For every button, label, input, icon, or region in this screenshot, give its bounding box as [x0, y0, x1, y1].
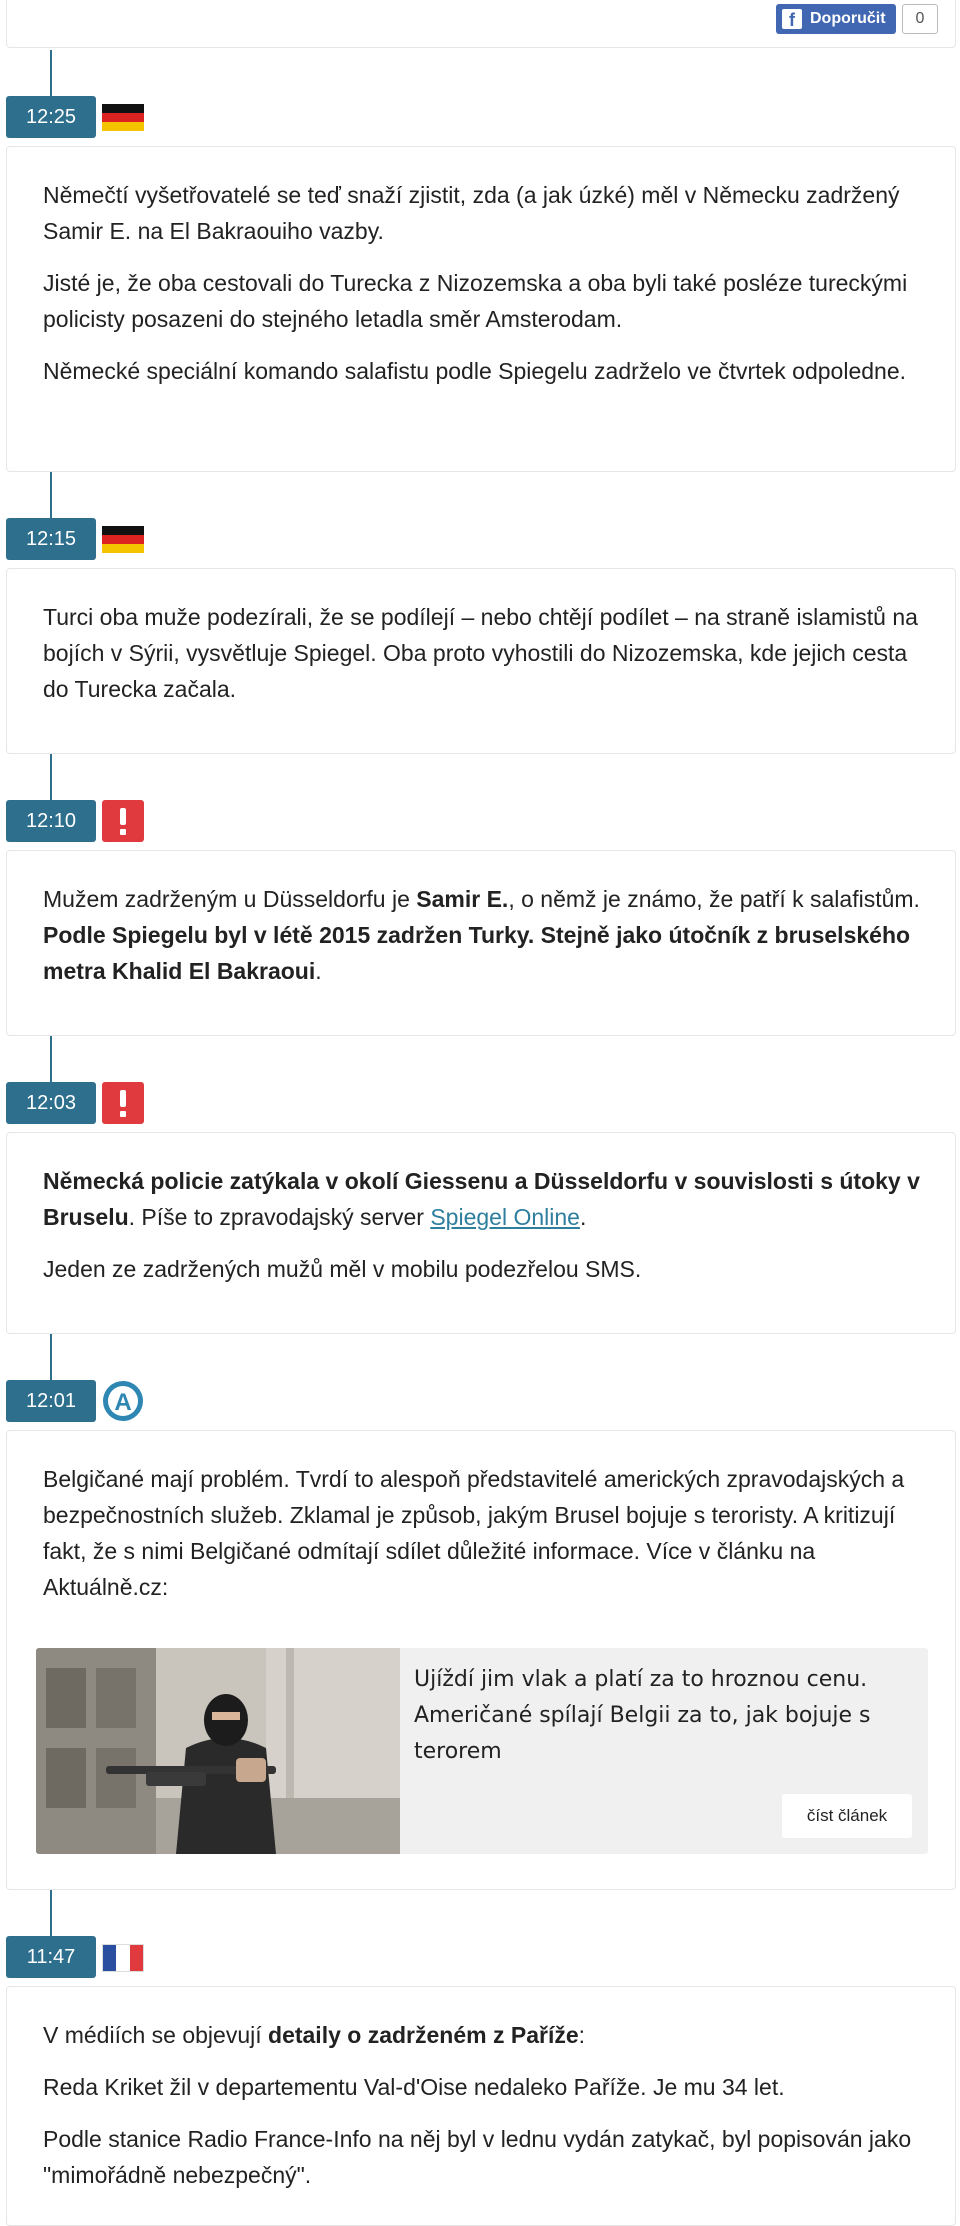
- time-badge: 12:15: [6, 518, 96, 560]
- timeline-line: [50, 1890, 52, 1936]
- time-badge: 12:01: [6, 1380, 96, 1422]
- france-flag-icon: [102, 1936, 144, 1978]
- entry-text: [43, 599, 923, 723]
- facebook-recommend-button[interactable]: [776, 4, 896, 34]
- alert-icon: [102, 800, 144, 842]
- logo-letter: A: [114, 1389, 132, 1416]
- paragraph: Reda Kriket žil v departementu Val-d'Oise nedaleko Paříže. Je mu 34 let.: [43, 2074, 785, 2100]
- timeline-line: [50, 1334, 52, 1380]
- timeline-line: [50, 1036, 52, 1082]
- entry-text: [43, 1163, 923, 1303]
- aktualne-logo-icon: [102, 1380, 144, 1422]
- alert-icon: [102, 1082, 144, 1124]
- facebook-icon: f: [782, 9, 802, 29]
- time-badge: 12:03: [6, 1082, 96, 1124]
- paragraph: Němečtí vyšetřovatelé se teď snaží zjistit, zda (a jak úzké) měl v Německu zadržený Samir E. na El Bakraouiho vazby.: [43, 182, 900, 244]
- time-badge: 12:25: [6, 96, 96, 138]
- timeline-line: [50, 50, 52, 96]
- paragraph: Německá policie zatýkala v okolí Giessenu a Düsseldorfu v souvislosti s útoky v Bruselu. Píše to zpravodajský server Spiegel Online.: [43, 1168, 920, 1230]
- paragraph: Podle stanice Radio France-Info na něj byl v lednu vydán zatykač, byl popisován jako "mimořádně nebezpečný".: [43, 2126, 912, 2188]
- germany-flag-icon: [102, 518, 144, 560]
- paragraph: Belgičané mají problém. Tvrdí to alespoň představitelé amerických zpravodajských a bezpečnostních služeb. Zklamal je způsob, jakým Brusel bojuje s teroristy. A kritizují fakt, že s nimi Belgičané odmítají sdílet důležité informace. Více v článku na Aktuálně.cz:: [43, 1466, 905, 1600]
- read-article-button[interactable]: číst článek: [782, 1794, 912, 1838]
- entry-text: [43, 177, 923, 405]
- paragraph: Turci oba muže podezírali, že se podílejí – nebo chtějí podílet – na straně islamistů na bojích v Sýrii, vysvětluje Spiegel. Oba proto vyhostili do Nizozemska, kde jejich cesta do Turecka začala.: [43, 604, 918, 702]
- entry-text: [43, 1461, 923, 1621]
- entry-card: [6, 1986, 956, 2226]
- time-badge: 11:47: [6, 1936, 96, 1978]
- recommend-label: Doporučit: [810, 10, 886, 27]
- timeline-line: [50, 754, 52, 800]
- paragraph: V médiích se objevují detaily o zadrženém z Paříže:: [43, 2022, 586, 2048]
- entry-card: [6, 146, 956, 472]
- entry-card: [6, 850, 956, 1036]
- paragraph: Jisté je, že oba cestovali do Turecka z Nizozemska a oba byli také posléze tureckými policisty posazeni do stejného letadla směr Amsterodam.: [43, 270, 908, 332]
- paragraph: Mužem zadrženým u Düsseldorfu je Samir E., o němž je známo, že patří k salafistům. Podle Spiegelu byl v létě 2015 zadržen Turky. Stejně jako útočník z bruselského metra Khalid El Bakraoui.: [43, 886, 920, 984]
- entry-card: [6, 1132, 956, 1334]
- entry-card: [6, 568, 956, 754]
- entry-text: [43, 2017, 923, 2209]
- article-preview[interactable]: [36, 1648, 928, 1854]
- article-thumbnail[interactable]: [36, 1648, 400, 1854]
- article-title[interactable]: Ujíždí jim vlak a platí za to hroznou cenu. Američané spílají Belgii za to, jak bojuje s terorem: [414, 1667, 871, 1764]
- time-badge: 12:10: [6, 800, 96, 842]
- paragraph: Německé speciální komando salafistu podle Spiegelu zadrželo ve čtvrtek odpoledne.: [43, 358, 907, 384]
- germany-flag-icon: [102, 96, 144, 138]
- spiegel-online-link[interactable]: Spiegel Online: [430, 1204, 580, 1230]
- paragraph: Jeden ze zadržených mužů měl v mobilu podezřelou SMS.: [43, 1256, 642, 1282]
- recommend-count: 0: [902, 4, 938, 34]
- entry-text: [43, 881, 923, 1005]
- timeline-line: [50, 472, 52, 518]
